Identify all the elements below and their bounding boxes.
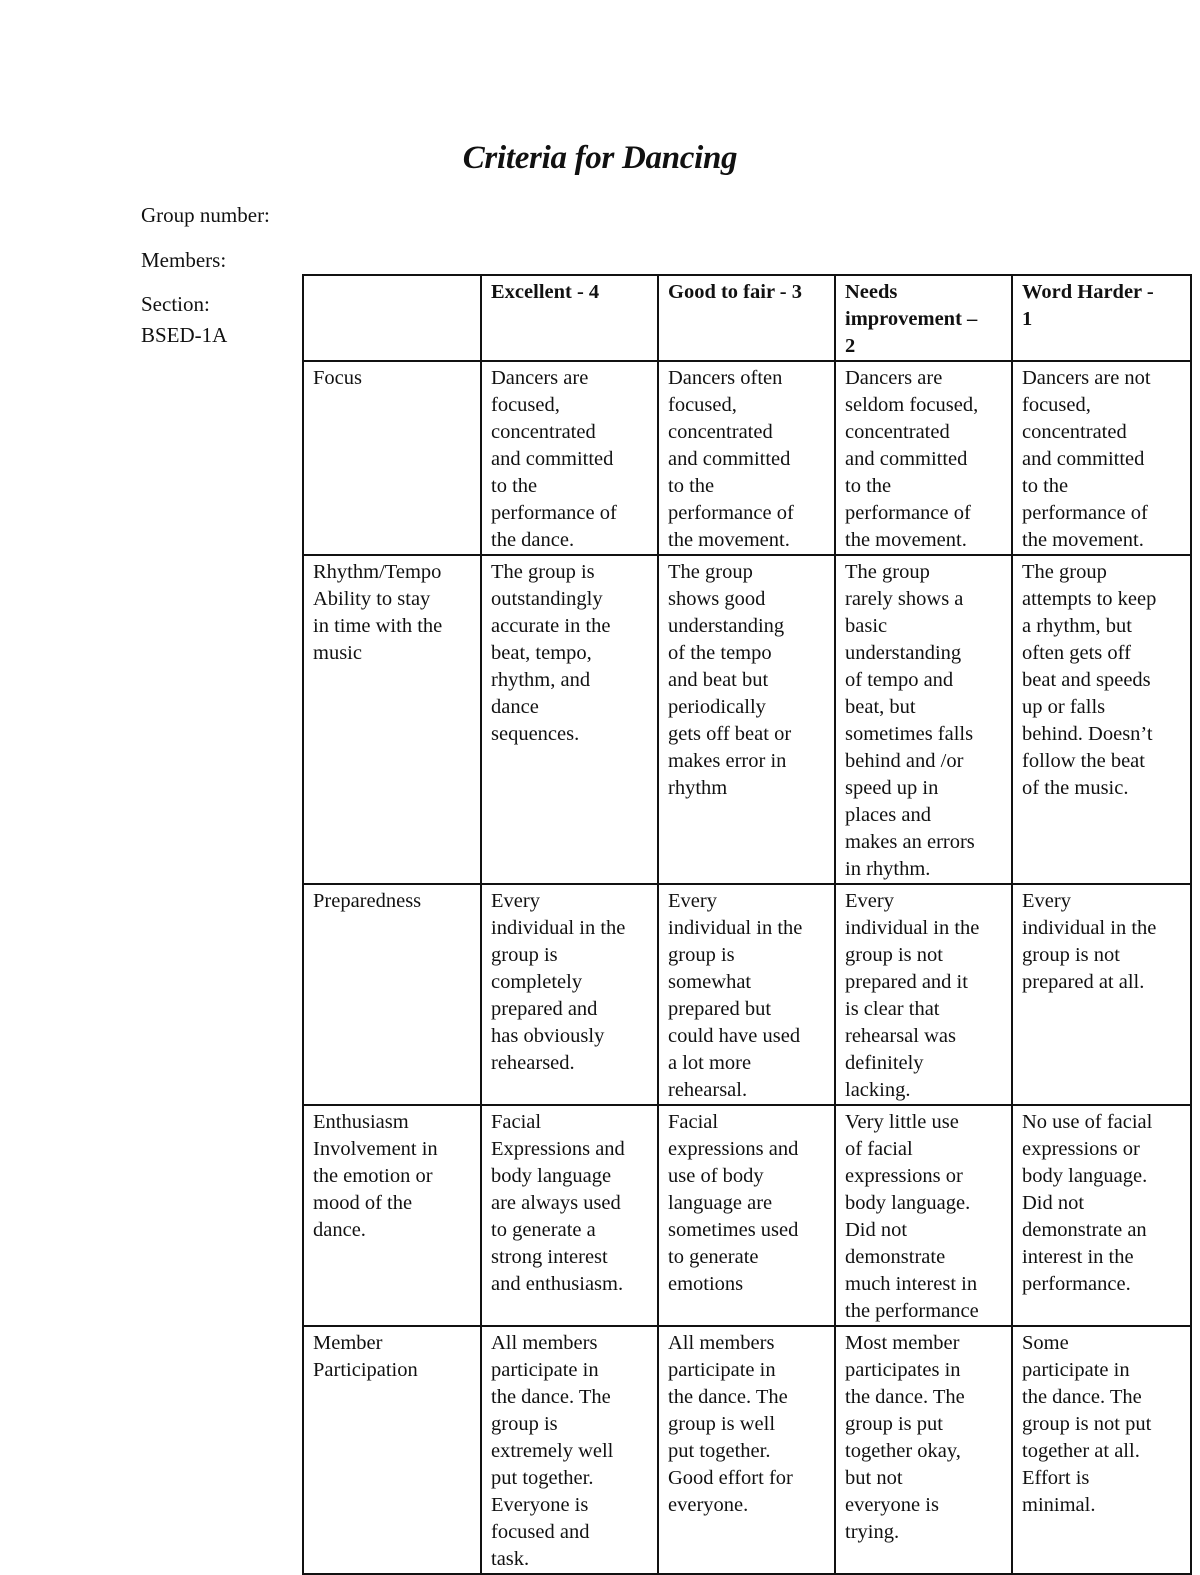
document-title: Criteria for Dancing	[462, 140, 738, 176]
criterion-cell: Preparedness	[303, 884, 481, 1105]
rubric-cell: Every individual in the group is somewhat prepared but could have used a lot more rehearsal.	[658, 884, 835, 1105]
header-needs-improvement: Needs improvement – 2	[835, 275, 1012, 361]
rubric-cell: Dancers are focused, concentrated and committed to the performance of the dance.	[481, 361, 658, 555]
table-row	[303, 1326, 1191, 1574]
table-row	[303, 361, 1191, 555]
rubric-cell: Every individual in the group is not prepared at all.	[1012, 884, 1191, 1105]
members-label: Members:	[141, 248, 227, 272]
rubric-cell: Dancers are not focused, concentrated and committed to the performance of the movement.	[1012, 361, 1191, 555]
table-row	[303, 555, 1191, 884]
rubric-cell: Facial Expressions and body language are always used to generate a strong interest and enthusiasm.	[481, 1105, 658, 1326]
rubric-cell: Dancers often focused, concentrated and committed to the performance of the movement.	[658, 361, 835, 555]
rubric-cell: Some participate in the dance. The group is not put together at all. Effort is minimal.	[1012, 1326, 1191, 1574]
rubric-cell: All members participate in the dance. The group is well put together. Good effort for everyone.	[658, 1326, 835, 1574]
rubric-cell: Dancers are seldom focused, concentrated and committed to the performance of the movement.	[835, 361, 1012, 555]
criterion-cell: Focus	[303, 361, 481, 555]
header-work-harder: Word Harder - 1	[1012, 275, 1191, 361]
rubric-cell: Facial expressions and use of body language are sometimes used to generate emotions	[658, 1105, 835, 1326]
rubric-cell: The group rarely shows a basic understanding of tempo and beat, but sometimes falls behind and /or speed up in places and makes an errors in rhythm.	[835, 555, 1012, 884]
group-number-label: Group number:	[141, 203, 270, 227]
table-row	[303, 884, 1191, 1105]
table-row	[303, 1105, 1191, 1326]
section-label: Section: BSED-1A	[141, 292, 228, 347]
criterion-cell: Rhythm/Tempo Ability to stay in time with the music	[303, 555, 481, 884]
header-excellent: Excellent - 4	[481, 275, 658, 361]
rubric-cell: The group shows good understanding of the tempo and beat but periodically gets off beat or makes error in rhythm	[658, 555, 835, 884]
header-corner-cell	[303, 275, 481, 361]
rubric-cell: All members participate in the dance. The group is extremely well put together. Everyone is focused and task.	[481, 1326, 658, 1574]
rubric-cell: Every individual in the group is not prepared and it is clear that rehearsal was definitely lacking.	[835, 884, 1012, 1105]
rubric-cell: Very little use of facial expressions or body language. Did not demonstrate much interest in the performance	[835, 1105, 1012, 1326]
table-header-row	[303, 275, 1191, 361]
rubric-cell: The group attempts to keep a rhythm, but often gets off beat and speeds up or falls behind. Doesn’t follow the beat of the music.	[1012, 555, 1191, 884]
rubric-cell: Every individual in the group is completely prepared and has obviously rehearsed.	[481, 884, 658, 1105]
rubric-table	[302, 274, 1192, 1575]
rubric-cell: Most member participates in the dance. The group is put together okay, but not everyone is trying.	[835, 1326, 1012, 1574]
header-good-to-fair: Good to fair - 3	[658, 275, 835, 361]
criterion-cell: Enthusiasm Involvement in the emotion or mood of the dance.	[303, 1105, 481, 1326]
criterion-cell: Member Participation	[303, 1326, 481, 1574]
rubric-cell: No use of facial expressions or body language. Did not demonstrate an interest in the performance.	[1012, 1105, 1191, 1326]
rubric-cell: The group is outstandingly accurate in the beat, tempo, rhythm, and dance sequences.	[481, 555, 658, 884]
